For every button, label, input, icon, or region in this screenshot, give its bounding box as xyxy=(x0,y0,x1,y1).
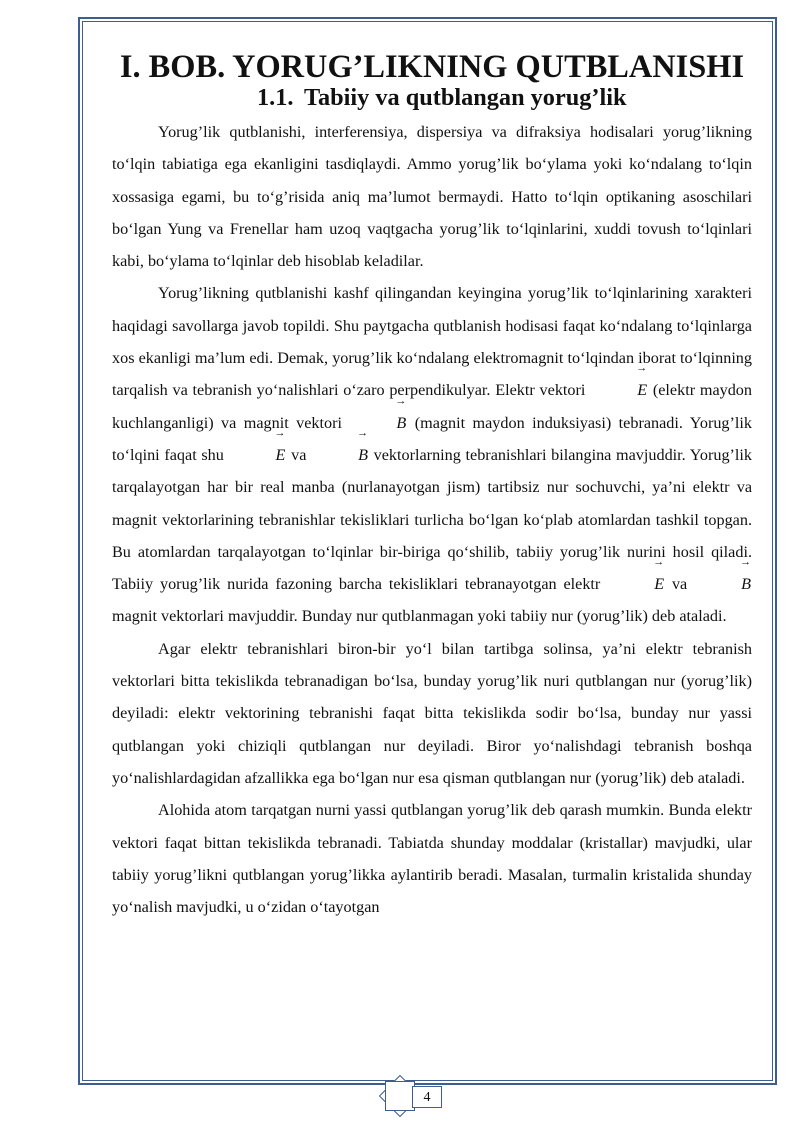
paragraph-1: Yorug’lik qutblanishi, interferensiya, dispersiya va difraksiya hodisalari yorug’likning to‘lqin tabiatiga ega ekanligini tasdiqlaydi. Ammo yorug’lik bo‘ylama yoki ko‘ndalang to‘lqin xossasiga egami, bu to‘g’risida aniq ma’lumot bermaydi. Hatto to‘lqin optikaning asoschilari bo‘lgan Yung va Frenellar ham uzoq vaqtgacha yorug’lik to‘lqinlarini, xuddi tovush to‘lqinlari kabi, bo‘ylama to‘lqinlar deb hisoblab keladilar. xyxy=(112,123,752,271)
paragraph-2 xyxy=(112,277,752,632)
paragraph-2-text: vektorlarning tebranishlari bilangina mavjuddir. Yorug’lik tarqalayotgan har bir real manba (nurlanayotgan jism) tartibsiz nur sochuvchi, ya’ni elektr va magnit vektorlarining tebranishlar tekisliklari turlicha bo‘lgan ko‘plab atomlardan tashkil topgan. Bu atomlardan tarqalayotgan to‘lqinlar bir-biriga qo‘shilib, tabiiy yorug’lik nurini hosil qiladi. Tabiiy yorug’lik nurida fazoning barcha tekisliklari tebranayotgan elektr xyxy=(112,445,753,594)
vector-b-symbol: → B xyxy=(694,568,752,600)
paragraph-3: Agar elektr tebranishlari biron-bir yo‘l bilan tartibga solinsa, ya’ni elektr tebranish vektorlari bitta tekislikda tebranadigan bo‘lsa, bunday yorug’lik nuri qutblangan nur (yorug’lik) deyiladi: elektr vektorining tebranishi faqat bitta tekislikda sodir bo‘lsa, bunday nur yassi qutblangan yoki chiziqli qutblangan nur deyiladi. Biror yo‘nalishdagi tebranish boshqa yo‘nalishlardagidan afzallikka ega bo‘lgan nur esa qisman qutblangan nur (yorug’lik) deb ataladi. xyxy=(112,639,752,787)
section-title: Tabiiy va qutblangan yorug’lik xyxy=(304,84,627,111)
paragraph-2-text: (magnit maydon induksiyasi) tebranadi. Yorug’lik to‘lqini faqat shu xyxy=(112,413,752,464)
section-heading xyxy=(112,80,752,116)
chapter-title: I. BOB. YORUG’LIKNING QUTBLANISHI xyxy=(119,49,745,85)
vector-e-symbol: → E xyxy=(229,439,287,471)
paragraph-2-text: va xyxy=(286,445,312,464)
vector-e-symbol: → E xyxy=(590,374,648,406)
page-content xyxy=(112,49,753,923)
page-number: 4 xyxy=(412,1086,442,1108)
section-number: 1.1. xyxy=(257,84,294,111)
paragraph-2-text: va xyxy=(665,575,695,594)
vector-b-symbol: → B xyxy=(349,407,407,439)
vector-e-symbol: → E xyxy=(607,568,665,600)
vector-b-symbol: → B xyxy=(311,439,369,471)
paragraph-2-text: (elektr maydon kuchlanganligi) va magnit vektori xyxy=(112,381,752,432)
paragraph-2-text: magnit vektorlari mavjuddir. Bunday nur qutblanmagan yoki tabiiy nur (yorug’lik) deb ataladi. xyxy=(112,607,727,626)
paragraph-4: Alohida atom tarqatgan nurni yassi qutblangan yorug’lik deb qarash mumkin. Bunda elektr vektori faqat bittan tekislikda tebranadi. Tabiatda shunday moddalar (kristallar) mavjudki, ular tabiiy yorug’likni qutblangan yorug’likka aylantirib beradi. Masalan, turmalin kristalida shunday yo‘nalish mavjudki, u o‘zidan o‘tayotgan xyxy=(112,801,752,917)
paragraph-2-text: Yorug’likning qutblanishi kashf qilingandan keyingina yorug’lik to‘lqinlarining xarakteri haqidagi savollarga javob topildi. Shu paytgacha qutblanish hodisasi faqat ko‘ndalang to‘lqinlarga xos ekanligi ma’lum edi. Demak, yorug’lik ko‘ndalang elektromagnit to‘lqindan iborat to‘lqinning tarqalish va tebranish yo‘nalishlari o‘zaro perpendikulyar. Elektr vektori xyxy=(112,284,752,400)
ornament-square xyxy=(385,1081,415,1111)
